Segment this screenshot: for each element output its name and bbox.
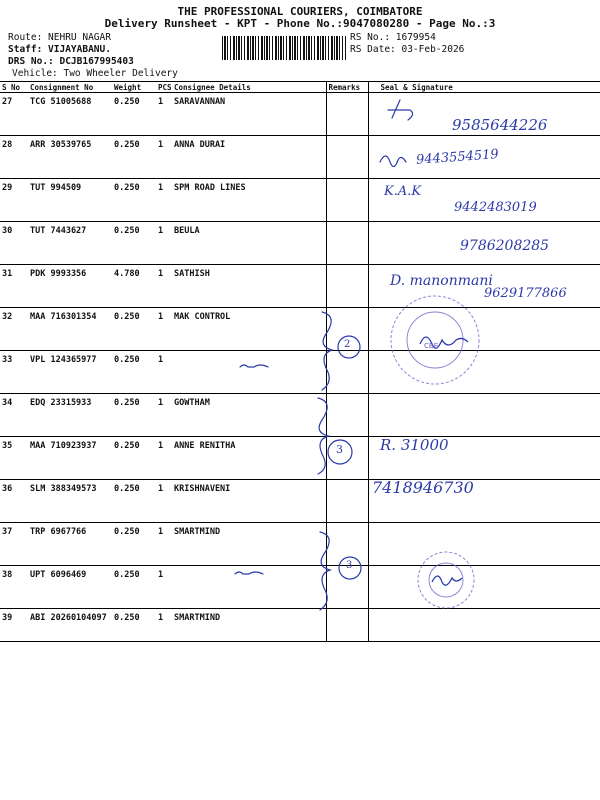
table-row — [0, 351, 600, 394]
row-weight: 0.250 — [112, 394, 156, 437]
row-remarks — [326, 394, 368, 437]
table-row — [0, 308, 600, 351]
row-sno: 39 — [0, 609, 28, 642]
row-remarks — [326, 566, 368, 609]
handwritten-phone-29: 9442483019 — [454, 200, 537, 215]
rs-date: RS Date: 03-Feb-2026 — [350, 44, 465, 55]
row-sno: 28 — [0, 136, 28, 179]
runsheet-table — [0, 81, 600, 642]
row-weight: 0.250 — [112, 480, 156, 523]
stamp-1-text: CBE — [424, 342, 439, 350]
row-weight: 0.250 — [112, 136, 156, 179]
row-weight: 0.250 — [112, 308, 156, 351]
row-pcs: 1 — [156, 609, 172, 642]
row-consignee: MAK CONTROL — [172, 308, 326, 351]
handwritten-phone-31: 9629177866 — [484, 286, 567, 301]
row-sno: 37 — [0, 523, 28, 566]
col-sno: S No — [0, 82, 28, 93]
row-consignee: SMARTMIND — [172, 609, 326, 642]
row-consignee: ANNA DURAI — [172, 136, 326, 179]
row-sno: 34 — [0, 394, 28, 437]
row-consignee: ANNE RENITHA — [172, 437, 326, 480]
header-title — [0, 6, 600, 30]
row-pcs: 1 — [156, 437, 172, 480]
row-sno: 33 — [0, 351, 28, 394]
row-pcs: 1 — [156, 308, 172, 351]
handwritten-phone-36: 7418946730 — [372, 478, 474, 497]
row-weight: 0.250 — [112, 566, 156, 609]
table-row — [0, 566, 600, 609]
row-sno: 32 — [0, 308, 28, 351]
row-consignment: UPT 6096469 — [28, 566, 112, 609]
row-pcs: 1 — [156, 136, 172, 179]
row-pcs: 1 — [156, 93, 172, 136]
handwritten-name-31: D. manonmani — [390, 273, 493, 289]
col-consignment: Consignment No — [28, 82, 112, 93]
col-consignee: Consignee Details — [172, 82, 326, 93]
handwritten-phone-30: 9786208285 — [460, 238, 550, 254]
row-signature — [368, 523, 600, 566]
table-row — [0, 480, 600, 523]
row-weight: 0.250 — [112, 179, 156, 222]
row-remarks — [326, 351, 368, 394]
row-sno: 30 — [0, 222, 28, 265]
row-signature — [368, 308, 600, 351]
row-weight: 0.250 — [112, 523, 156, 566]
row-consignment: TRP 6967766 — [28, 523, 112, 566]
row-sno: 35 — [0, 437, 28, 480]
row-consignment: TUT 7443627 — [28, 222, 112, 265]
col-signature: Seal & Signature — [368, 82, 600, 93]
row-consignment: ARR 30539765 — [28, 136, 112, 179]
row-pcs: 1 — [156, 179, 172, 222]
row-signature — [368, 394, 600, 437]
row-consignee: SARAVANNAN — [172, 93, 326, 136]
row-weight: 0.250 — [112, 351, 156, 394]
row-pcs: 1 — [156, 523, 172, 566]
row-consignment: MAA 716301354 — [28, 308, 112, 351]
row-sno: 38 — [0, 566, 28, 609]
row-sno: 29 — [0, 179, 28, 222]
row-remarks — [326, 93, 368, 136]
drs-label: DRS No.: DCJB167995403 — [8, 56, 134, 67]
col-weight: Weight — [112, 82, 156, 93]
row-consignment: EDQ 23315933 — [28, 394, 112, 437]
company-name: THE PROFESSIONAL COURIERS, COIMBATORE — [177, 5, 423, 18]
row-remarks — [326, 179, 368, 222]
table-row — [0, 136, 600, 179]
runsheet-subtitle: Delivery Runsheet - KPT - Phone No.:9047080280 - Page No.:3 — [104, 17, 496, 30]
row-consignee: KRISHNAVENI — [172, 480, 326, 523]
bracket-number-3: 3 — [346, 560, 353, 571]
row-consignment: SLM 388349573 — [28, 480, 112, 523]
row-pcs: 1 — [156, 394, 172, 437]
table-row — [0, 394, 600, 437]
row-pcs: 1 — [156, 480, 172, 523]
handwritten-name-35: R. 31000 — [380, 436, 449, 454]
row-remarks — [326, 437, 368, 480]
table-row — [0, 523, 600, 566]
row-signature — [368, 351, 600, 394]
handwritten-phone-28: 9443554519 — [415, 147, 500, 168]
row-weight: 0.250 — [112, 609, 156, 642]
row-consignee: SPM ROAD LINES — [172, 179, 326, 222]
table-header-row — [0, 82, 600, 93]
row-signature — [368, 609, 600, 642]
row-consignment: PDK 9993356 — [28, 265, 112, 308]
bracket-number-2: 3 — [336, 443, 343, 456]
row-weight: 0.250 — [112, 437, 156, 480]
handwritten-name-29: K.A.K — [384, 184, 422, 199]
row-consignee: SMARTMIND — [172, 523, 326, 566]
rs-number: RS No.: 1679954 — [350, 32, 436, 43]
row-consignment: TCG 51005688 — [28, 93, 112, 136]
row-sno: 31 — [0, 265, 28, 308]
row-weight: 4.780 — [112, 265, 156, 308]
row-remarks — [326, 480, 368, 523]
row-weight: 0.250 — [112, 222, 156, 265]
row-consignment: ABI 20260104097 — [28, 609, 112, 642]
row-consignee — [172, 351, 326, 394]
row-pcs: 1 — [156, 566, 172, 609]
row-signature — [368, 566, 600, 609]
barcode — [222, 36, 346, 60]
row-pcs: 1 — [156, 265, 172, 308]
row-consignment: TUT 994509 — [28, 179, 112, 222]
bracket-number-1: 2 — [344, 339, 351, 350]
col-pcs: PCS — [158, 82, 172, 92]
row-remarks — [326, 265, 368, 308]
table-row — [0, 609, 600, 642]
row-remarks — [326, 136, 368, 179]
row-consignee — [172, 566, 326, 609]
row-consignee: GOWTHAM — [172, 394, 326, 437]
row-remarks — [326, 609, 368, 642]
row-consignee: SATHISH — [172, 265, 326, 308]
handwritten-phone-27: 9585644226 — [452, 116, 548, 134]
table-row — [0, 437, 600, 480]
row-consignment: VPL 124365977 — [28, 351, 112, 394]
route-label: Route: NEHRU NAGAR — [8, 32, 111, 43]
row-pcs: 1 — [156, 351, 172, 394]
row-sno: 36 — [0, 480, 28, 523]
row-sno: 27 — [0, 93, 28, 136]
vehicle-label: Vehicle: Two Wheeler Delivery — [12, 68, 178, 79]
row-weight: 0.250 — [112, 93, 156, 136]
row-pcs: 1 — [156, 222, 172, 265]
col-remarks: Remarks — [326, 82, 368, 93]
row-remarks — [326, 222, 368, 265]
staff-label: Staff: VIJAYABANU. — [8, 44, 111, 55]
row-consignment: MAA 710923937 — [28, 437, 112, 480]
row-consignee: BEULA — [172, 222, 326, 265]
